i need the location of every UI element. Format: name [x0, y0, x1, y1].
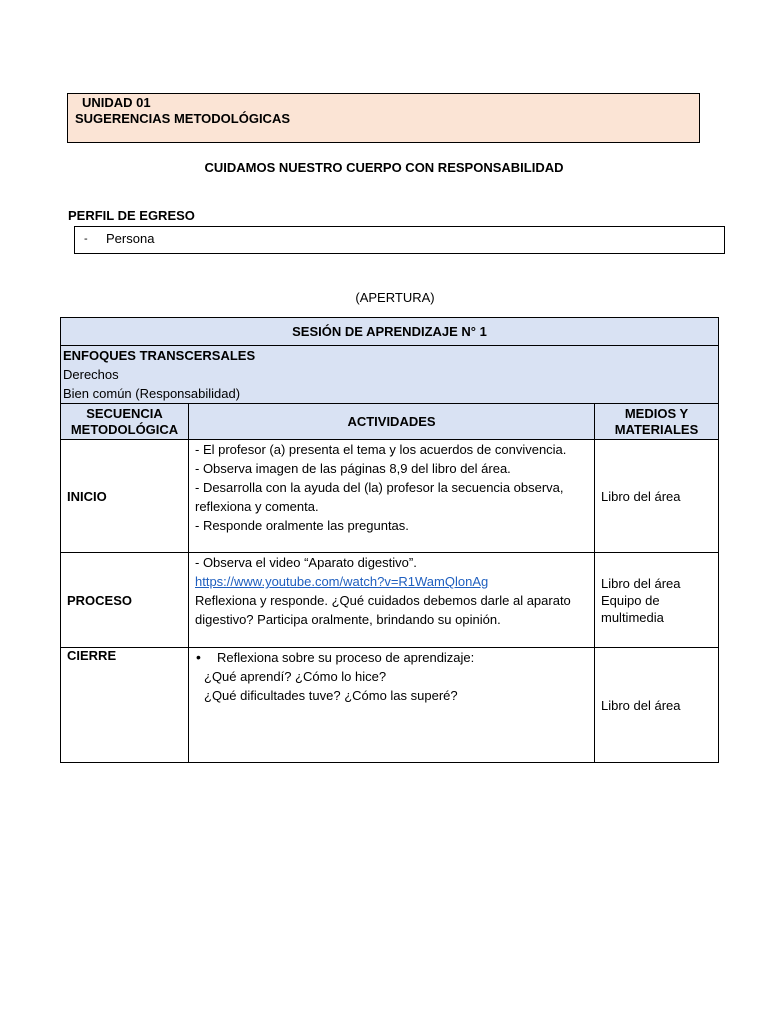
header-medios [595, 404, 719, 440]
activity-item: - Observa el video “Aparato digestivo”. [195, 555, 417, 570]
header-secuencia-line2: METODOLÓGICA [70, 421, 179, 437]
enfoques-cell [61, 346, 719, 404]
unit-subtitle: SUGERENCIAS METODOLÓGICAS [75, 111, 291, 126]
bullet-item [195, 648, 588, 667]
enfoque-item: Bien común (Responsabilidad) [63, 386, 241, 401]
activity-item: - Responde oralmente las preguntas. [195, 518, 409, 533]
header-medios-line2: MATERIALES [614, 421, 699, 437]
phase-inicio: INICIO [61, 440, 189, 553]
phase-cierre: CIERRE [61, 648, 189, 763]
session-title: SESIÓN DE APRENDIZAJE N° 1 [61, 318, 719, 346]
media-proceso [595, 553, 719, 648]
activity-item: ¿Qué aprendí? ¿Cómo lo hice? [204, 669, 387, 684]
bullet-icon: • [196, 649, 201, 665]
media-inicio [595, 440, 719, 553]
header-actividades: ACTIVIDADES [189, 404, 595, 440]
activities-cierre [189, 648, 595, 763]
activity-item: - Observa imagen de las páginas 8,9 del libro del área. [195, 461, 511, 476]
table-row [61, 648, 719, 763]
perfil-value: Persona [106, 231, 155, 246]
document-title: CUIDAMOS NUESTRO CUERPO CON RESPONSABILIDAD [204, 160, 564, 175]
activity-item: Reflexiona y responde. ¿Qué cuidados debemos darle al aparato digestivo? Participa oralmente, brindando su opinión. [195, 593, 571, 627]
perfil-dash: - [84, 233, 88, 245]
video-link[interactable]: https://www.youtube.com/watch?v=R1WamQlonAg [195, 574, 489, 589]
apertura-label: (APERTURA) [355, 290, 435, 305]
header-secuencia [61, 404, 189, 440]
media-item: Libro del área [601, 488, 681, 504]
activity-item: Reflexiona sobre su proceso de aprendizaje: [217, 650, 475, 665]
header-medios-line1: MEDIOS Y [624, 405, 689, 421]
table-row [61, 440, 719, 553]
perfil-label: PERFIL DE EGRESO [68, 208, 195, 223]
activities-inicio [189, 440, 595, 553]
media-item: Equipo de [601, 592, 660, 608]
activities-proceso [189, 553, 595, 648]
activity-item: ¿Qué dificultades tuve? ¿Cómo las superé? [204, 688, 458, 703]
media-item: Libro del área [601, 575, 681, 591]
media-item: Libro del área [601, 697, 681, 713]
header-secuencia-line1: SECUENCIA [86, 405, 163, 421]
activity-item: - Desarrolla con la ayuda del (la) profesor la secuencia observa, reflexiona y comenta. [195, 480, 564, 514]
session-table [60, 317, 719, 763]
phase-proceso: PROCESO [61, 553, 189, 648]
media-item: multimedia [601, 609, 664, 625]
perfil-box [74, 226, 725, 254]
media-cierre [595, 648, 719, 763]
activity-item: - El profesor (a) presenta el tema y los acuerdos de convivencia. [195, 442, 567, 457]
unit-header-box [67, 93, 700, 143]
enfoques-label: ENFOQUES TRANSCERSALES [63, 348, 256, 363]
enfoque-item: Derechos [63, 367, 119, 382]
table-row [61, 553, 719, 648]
unit-number: UNIDAD 01 [82, 95, 151, 110]
